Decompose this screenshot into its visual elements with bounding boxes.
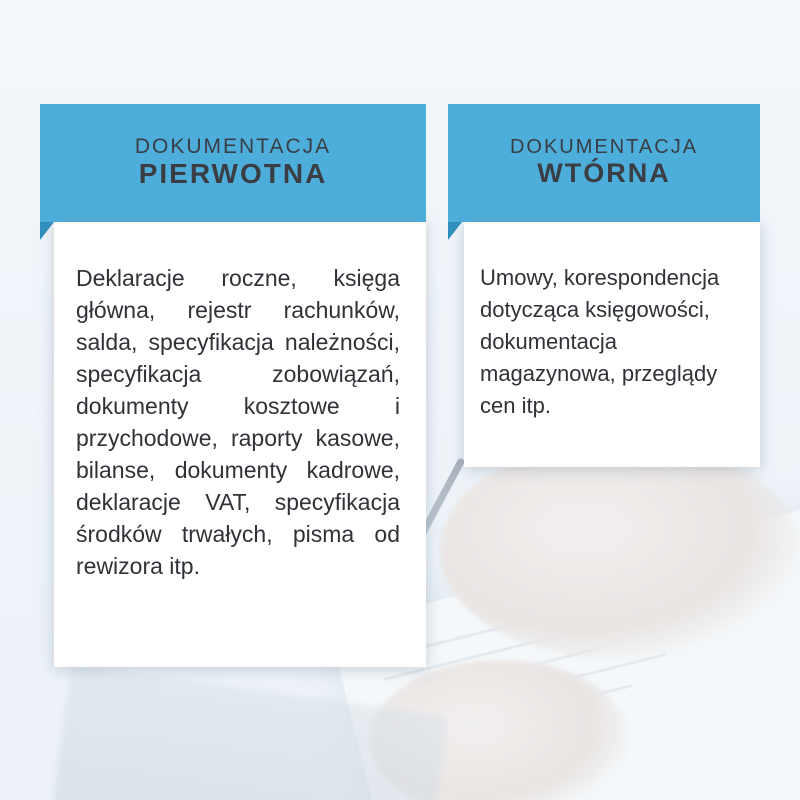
card-body: [464, 222, 760, 467]
card-body-text: Deklaracje roczne, księga główna, rejestr rachunków, salda, specyfikacja należności, specyfikacja zobowiązań, dokumenty kosztowe i przychodowe, raporty kasowe, bilanse, dokumenty kadrowe, deklaracje VAT, specyfikacja środków trwałych, pisma od rewizora itp.: [76, 265, 400, 579]
card-header: [40, 104, 426, 222]
card-title-top: DOKUMENTACJA: [134, 135, 332, 159]
card-body-text: Umowy, korespondencja dotycząca księgowości, dokumentacja magazynowa, przeglądy cen itp.: [480, 265, 720, 418]
card-title-main: PIERWOTNA: [138, 158, 328, 190]
card-body: [54, 222, 426, 667]
ribbon-fold: [448, 222, 462, 240]
card-title-top: DOKUMENTACJA: [509, 136, 699, 159]
ribbon-fold: [40, 222, 54, 240]
card-title-main: WTÓRNA: [537, 158, 671, 189]
card-header: [448, 104, 760, 222]
